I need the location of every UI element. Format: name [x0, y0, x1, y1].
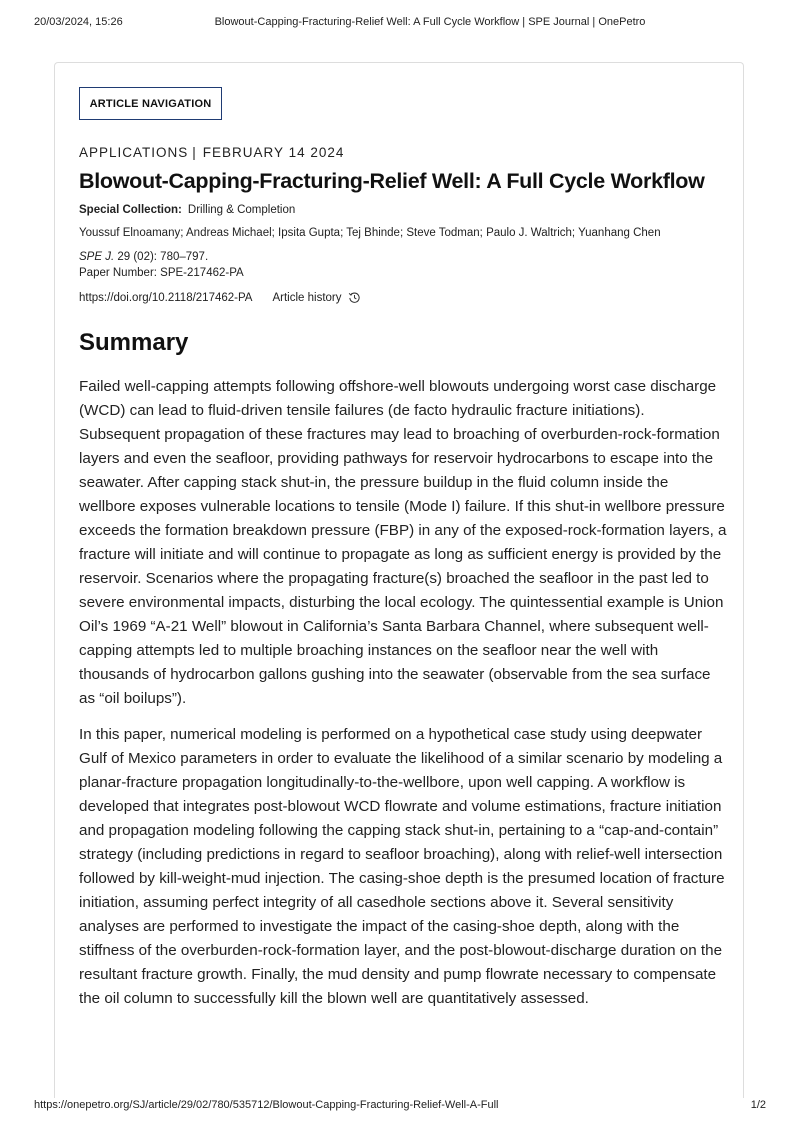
author-link[interactable]: Steve Todman	[406, 227, 480, 239]
print-datetime: 20/03/2024, 15:26	[34, 16, 123, 28]
author-list: Youssuf Elnoamany; Andreas Michael; Ipsita Gupta; Tej Bhinde; Steve Todman; Paulo J. Waltrich; Yuanhang Chen	[79, 227, 661, 239]
special-collection-label: Special Collection:	[79, 204, 182, 216]
print-url: https://onepetro.org/SJ/article/29/02/780/535712/Blowout-Capping-Fracturing-Relief-Well-A-Full	[34, 1099, 499, 1111]
citation	[79, 249, 244, 281]
author-link[interactable]: Andreas Michael	[186, 227, 272, 239]
author-link[interactable]: Yuanhang Chen	[578, 227, 661, 239]
article-title: Blowout-Capping-Fracturing-Relief Well: A Full Cycle Workflow	[79, 169, 705, 193]
article-navigation-button[interactable]: ARTICLE NAVIGATION	[79, 87, 222, 120]
article-history-button[interactable]	[272, 291, 360, 304]
summary-heading: Summary	[79, 329, 189, 356]
summary-body	[79, 375, 729, 1023]
summary-paragraph: Failed well-capping attempts following offshore-well blowouts undergoing worst case discharge (WCD) can lead to fluid-driven tensile failures (de facto hydraulic fracture initiations). Subsequent propagation of these fractures may lead to broaching of overburden-rock-formation layers and even the seafloor, providing pathways for reservoir hydrocarbons to escape into the seawater. After capping stack shut-in, the pressure buildup in the fluid column inside the wellbore exposes vulnerable locations to tensile (Mode I) failure. If this shut-in wellbore pressure exceeds the formation breakdown pressure (FBP) in any of the exposed-rock-formation layers, a fracture will initiate and will continue to propagate as long as sufficient energy is provided by the reservoir. Scenarios where the propagating fracture(s) broached the seafloor in the past led to severe environmental impacts, disturbing the local ecology. The quintessential example is Union Oil’s 1969 “A-21 Well” blowout in California’s Santa Barbara Channel, where subsequent well-capping attempts led to multiple broaching instances on the seafloor near the well with thousands of hydrocarbon gallons gushing into the seawater (observable from the sea surface as “oil boilups”).	[79, 378, 727, 707]
article-category[interactable]: APPLICATIONS	[79, 145, 189, 160]
print-page-number: 1/2	[750, 1099, 766, 1111]
author-link[interactable]: Ipsita Gupta	[278, 227, 341, 239]
print-header	[34, 16, 766, 32]
special-collection	[79, 204, 295, 216]
print-page-title: Blowout-Capping-Fracturing-Relief Well: A Full Cycle Workflow | SPE Journal | OnePetro	[214, 16, 646, 28]
doi-row	[79, 291, 361, 304]
journal-issue: 29 (02): 780–797.	[117, 251, 209, 263]
meta-separator: |	[192, 145, 197, 160]
author-link[interactable]: Youssuf Elnoamany	[79, 227, 181, 239]
article-card	[54, 62, 744, 1098]
journal-abbr: SPE J.	[79, 251, 115, 263]
author-link[interactable]: Tej Bhinde	[346, 227, 400, 239]
history-icon	[348, 291, 361, 304]
author-link[interactable]: Paulo J. Waltrich	[486, 227, 572, 239]
paper-number: Paper Number: SPE-217462-PA	[79, 267, 244, 279]
article-history-label: Article history	[272, 291, 342, 304]
print-footer	[34, 1099, 766, 1113]
article-date: FEBRUARY 14 2024	[202, 145, 345, 160]
doi-link[interactable]: https://doi.org/10.2118/217462-PA	[79, 291, 253, 304]
special-collection-link[interactable]: Drilling & Completion	[187, 204, 296, 216]
article-meta	[79, 145, 344, 160]
summary-paragraph: In this paper, numerical modeling is performed on a hypothetical case study using deepwater Gulf of Mexico parameters in order to evaluate the likelihood of a similar scenario by modeling a planar-fracture propagation longitudinally-to-the-wellbore, upon well capping. A workflow is developed that integrates post-blowout WCD flowrate and volume estimations, fracture initiation and propagation modeling following the capping stack shut-in, pertaining to a “cap-and-contain” strategy (including predictions in regard to seafloor broaching), along with relief-well intersection followed by kill-weight-mud injection. The casing-shoe depth is the presumed location of fracture initiation, assuming perfect integrity of all casedhole sections above it. Several sensitivity analyses are performed to investigate the impact of the casing-shoe depth, along with the stiffness of the overburden-rock-formation layer, and the post-blowout-discharge duration on the resultant fracture growth. Finally, the mud density and pump flowrate necessary to compensate the oil column to successfully kill the blown well are quantitatively assessed.	[79, 726, 725, 1007]
